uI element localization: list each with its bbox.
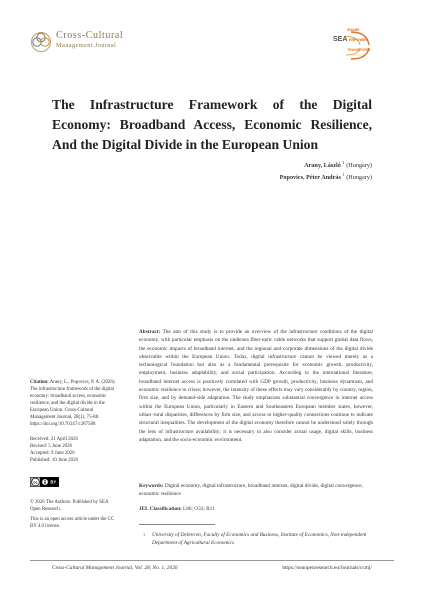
- author-1-name: Arany, László: [304, 162, 341, 170]
- cc-by-license-icon: [30, 477, 59, 487]
- author-2: [280, 170, 372, 182]
- citation-text: Arany, L., Popovics, P. A. (2026). The infrastructure framework of the digital economy: broadband access, economic resilience, and the digital divide in the European Union. Cross-Cultural Management Journal, 28(1), 75-88. https://doi.org/10.70147/c287588: [30, 380, 116, 428]
- footnote-text: University of Debrecen, Faculty of Economics and Business, Institute of Economics, Non-independent Department of Agricultural Economics: [152, 532, 367, 546]
- accepted-date: Accepted: 9 June 2026: [30, 451, 75, 457]
- publisher-logo-sea: SEA: [333, 36, 348, 43]
- article-dates: [30, 436, 116, 464]
- publisher-logo-icon: [331, 28, 377, 62]
- keywords-label: Keywords:: [139, 483, 164, 489]
- author-2-country: (Hungary): [346, 174, 372, 182]
- journal-name-line2: Management Journal: [56, 42, 117, 49]
- footer-divider: [30, 560, 394, 561]
- author-1-country: (Hungary): [346, 162, 372, 170]
- citation: [30, 379, 116, 428]
- citation-label: Citation:: [30, 380, 49, 385]
- received-date: Received: 21 April 2026: [30, 437, 78, 442]
- published-date: Published: 10 June 2026: [30, 458, 78, 464]
- article-title: The Infrastructure Framework of the Digital Economy: Broadband Access, Economic Resilience, And the Digital Divide in the European Union: [52, 97, 372, 152]
- footnote-divider: [139, 524, 215, 525]
- license-notice: This is an open access article under the CC BY 4.0 license.: [30, 517, 115, 530]
- affiliation-footnote: [139, 531, 373, 547]
- jel-text: L86; O33; R11: [183, 506, 215, 512]
- copyright-notice: © 2026 The Authors. Published by SEA Open Research.: [30, 500, 109, 513]
- keywords: [139, 482, 373, 499]
- abstract: [139, 328, 373, 444]
- journal-name: [56, 31, 123, 51]
- author-2-name: Popovics, Péter András: [279, 174, 341, 182]
- publisher-logo-transform: TRANSFORM: [347, 48, 370, 52]
- journal-name-line1: Cross-Cultural: [56, 30, 124, 41]
- footer-journal-info: Cross-Cultural Management Journal, Vol. 28, No. 1, 2026: [52, 565, 178, 571]
- publisher-logo-empower: EMPOWER: [349, 38, 368, 42]
- author-2-affiliation-mark: 1: [342, 172, 345, 178]
- cc-badge-by: BY: [50, 479, 57, 485]
- author-1-affiliation-mark: 1: [342, 160, 345, 165]
- jel-classification: [139, 505, 373, 513]
- keywords-text: Digital economy, digital infrastructure, broadband internet, digital divide, digital convergence, economic resilience: [139, 483, 363, 498]
- jel-label: JEL Classification:: [139, 506, 182, 512]
- author-1: [280, 158, 372, 170]
- journal-logo-icon: [30, 31, 52, 53]
- cc-badge-cc: cc: [33, 480, 38, 485]
- footer-journal-url[interactable]: https://seaopenresearch.eu/Journals/ccmj/: [282, 565, 372, 571]
- revised-date: Revised: 5 June 2026: [30, 444, 72, 450]
- footnote-mark: 1: [143, 532, 146, 537]
- abstract-label: Abstract:: [139, 329, 161, 335]
- abstract-text: The aim of this study is to provide an overview of the infrastructure conditions of the digital economy, with particular emphasis on the undersea fiber-optic cable networks that support global data flows, the economic impacts of broadband internet, and the regional and corporate dimensions of the digital divide observable within the European Union. Today, digital infrastructure cannot be viewed merely as a technological foundation but also as a fundamental prerequisite for economic growth, productivity, employment, business adaptability, and social participation. According to the international literature, broadband internet access is positively correlated with GDP growth, productivity, business dynamism, and economic resilience to crises; however, the intensity of these effects may vary considerably by country, region, firm size, and by demand-side adaptation. The study emphasizes substantial convergence in internet access within the European Union, particularly in Eastern and Southeastern European member states, however, urban–rural disparities, differences by firm size, and access to higher-quality connections continue to indicate structural inequalities. The development of the digital economy therefore cannot be understood solely through the lens of infrastructure availability; it is necessary to also consider actual usage, digital skills, business adaptation, and the socio-economic environment.: [139, 329, 374, 443]
- author-list: [280, 158, 372, 182]
- publisher-logo-share: SHARE: [347, 28, 360, 32]
